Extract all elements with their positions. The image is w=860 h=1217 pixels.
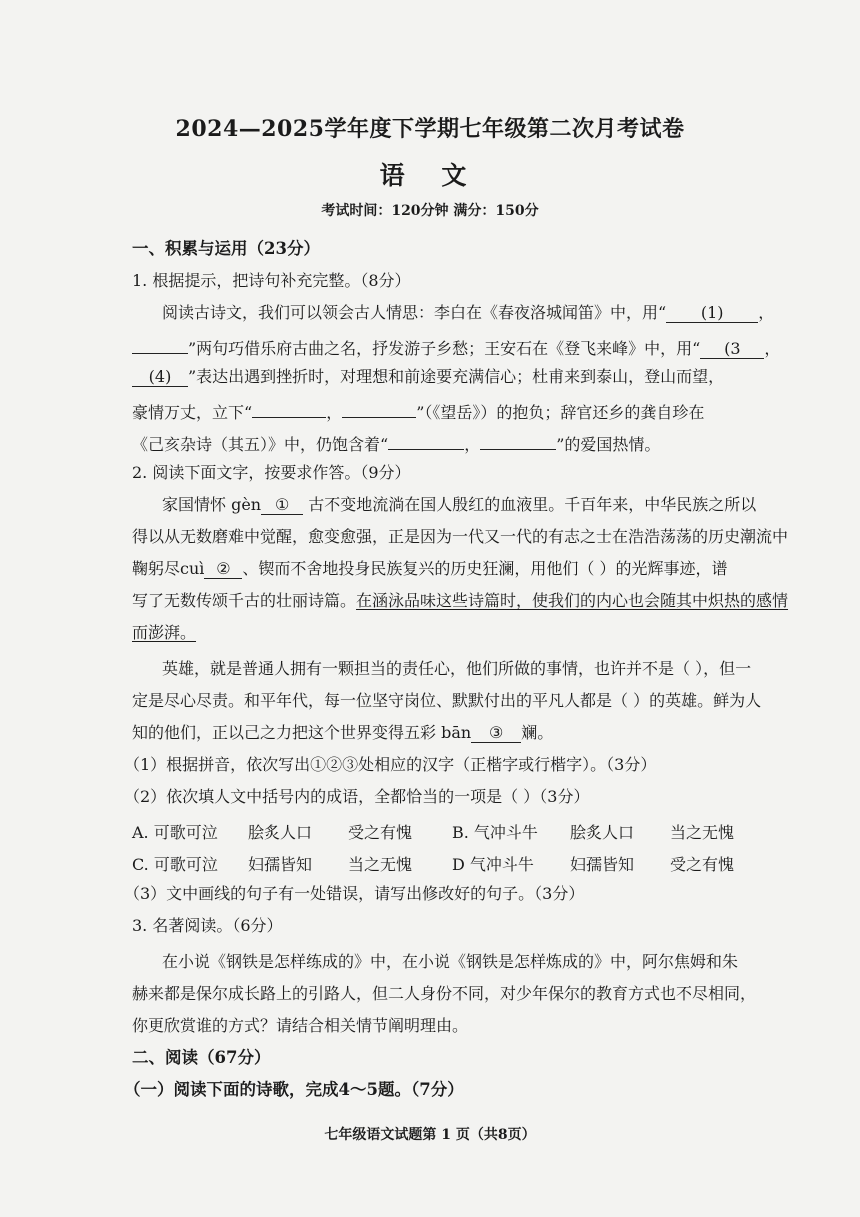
q1-text: ”表达出遇到挫折时，对理想和前途要充满信心；杜甫来到泰山，登山而望， (188, 367, 725, 386)
q3-line1: 在小说《钢铁是怎样练成的》中，在小说《钢铁是怎样炼成的》中，阿尔焦姆和朱 (162, 952, 739, 971)
q2-line5: 而澎湃。 (132, 623, 197, 642)
q2-text: 、锲而不舍地投身民族复兴的历史狂澜，用他们（ ）的光辉事迹，谱 (242, 559, 728, 578)
q2-sub2: （2）依次填人文中括号内的成语，全都恰当的一项是（ ）（3分） (124, 787, 590, 806)
q2-text: 家国情怀 gèn (162, 495, 262, 514)
section2-heading: 二、阅读（67分） (132, 1048, 271, 1067)
q1-text: 豪情万丈，立下“ (132, 403, 253, 422)
exam-title: 2024—2025学年度下学期七年级第二次月考试卷 (175, 116, 685, 142)
q2-text: 知的他们，正以己之力把这个世界变得五彩 bān (132, 723, 472, 742)
q1-blank-2 (132, 335, 188, 354)
q2-blank-1: ① (261, 496, 303, 515)
section2-sub1: （一）阅读下面的诗歌，完成4～5题。（7分） (124, 1080, 464, 1099)
q1-text: 阅读古诗文，我们可以领会古人情思：李白在《春夜洛城闻笛》中，用“ (162, 303, 667, 322)
q2-sub3: （3）文中画线的句子有一处错误，请写出修改好的句子。（3分） (124, 884, 585, 903)
q2-text: 写了无数传颂千古的壮丽诗篇。 (132, 591, 357, 610)
q1-line4 (132, 399, 704, 423)
q1-text: ”的爱国热情。 (556, 435, 661, 454)
section1-heading: 一、积累与运用（23分） (132, 239, 320, 258)
option-A-1: A. 可歌可泣 (132, 823, 218, 842)
q2-text: 古不变地流淌在国人殷红的血液里。千百年来，中华民族之所以 (308, 495, 757, 514)
option-A-2: 脍炙人口 (248, 823, 313, 842)
q1-text: 《己亥杂诗（其五）》中，仍饱含着“ (132, 435, 389, 454)
q2-line2: 得以从无数磨难中觉醒，愈变愈强，正是因为一代又一代的有志之士在浩浩荡荡的历史潮流中 (132, 527, 789, 546)
q1-title: 1. 根据提示，把诗句补充完整。（8分） (132, 271, 411, 290)
option-D-3: 受之有愧 (670, 855, 735, 874)
q1-text: ， (464, 435, 481, 454)
q1-line3 (132, 367, 724, 387)
exam-subject: 语 文 (379, 161, 481, 190)
q1-blank-3: (3 (700, 340, 764, 359)
q2-sub1: （1）根据拼音，依次写出①②③处相应的汉字（正楷字或行楷字）。（3分） (124, 755, 657, 774)
q1-text: ， (758, 303, 775, 322)
exam-meta: 考试时间：120分钟 满分：150分 (321, 203, 539, 219)
q2-title: 2. 阅读下面文字，按要求作答。（9分） (132, 463, 411, 482)
q1-blank-8 (480, 431, 556, 450)
option-B-3: 当之无愧 (670, 823, 735, 842)
q1-text: ， (764, 339, 781, 358)
q2-text: 斓。 (521, 723, 554, 742)
q1-blank-5 (252, 399, 326, 418)
q1-blank-6 (342, 399, 416, 418)
q1-blank-1: (1) (666, 304, 758, 323)
q2-line7: 定是尽心尽责。和平年代，每一位坚守岗位、默默付出的平凡人都是（ ）的英雄。鲜为人 (132, 691, 762, 710)
q2-line1 (162, 495, 756, 515)
option-C-3: 当之无愧 (348, 855, 413, 874)
option-B-1: B. 气冲斗牛 (452, 823, 538, 842)
option-B-2: 脍炙人口 (570, 823, 635, 842)
option-A-3: 受之有愧 (348, 823, 413, 842)
q1-line1 (162, 303, 774, 323)
option-C-2: 妇孺皆知 (248, 855, 313, 874)
q1-blank-4: (4) (132, 368, 188, 387)
q1-blank-7 (388, 431, 464, 450)
q1-text: ”（《望岳》）的抱负；辞官还乡的龚自珍在 (416, 403, 705, 422)
q1-text: ， (326, 403, 343, 422)
underlined-sentence: 在涵泳品味这些诗篇时，使我们的内心也会随其中炽热的感情 (356, 591, 789, 610)
q2-blank-3: ③ (471, 724, 521, 743)
option-D-1: D 气冲斗牛 (452, 855, 534, 874)
q2-line8 (132, 723, 553, 743)
option-C-1: C. 可歌可泣 (132, 855, 218, 874)
q2-text: 鞠躬尽cuì (132, 559, 205, 578)
q3-line2: 赫来都是保尔成长路上的引路人，但二人身份不同，对少年保尔的教育方式也不尽相同， (132, 984, 757, 1003)
q2-line6: 英雄，就是普通人拥有一颗担当的责任心，他们所做的事情，也许并不是（ ），但一 (162, 659, 752, 678)
page-footer: 七年级语文试题第 1 页（共8页） (324, 1127, 536, 1143)
q2-blank-2: ② (204, 560, 242, 579)
q1-line2 (132, 335, 780, 359)
q3-title: 3. 名著阅读。（6分） (132, 916, 283, 935)
q2-line3 (132, 559, 727, 579)
q2-line4 (132, 591, 788, 611)
q1-text: ”两句巧借乐府古曲之名，抒发游子乡愁；王安石在《登飞来峰》中，用“ (188, 339, 701, 358)
option-D-2: 妇孺皆知 (570, 855, 635, 874)
q3-line3: 你更欣赏谁的方式？请结合相关情节阐明理由。 (132, 1016, 469, 1035)
q1-line5 (132, 431, 660, 455)
